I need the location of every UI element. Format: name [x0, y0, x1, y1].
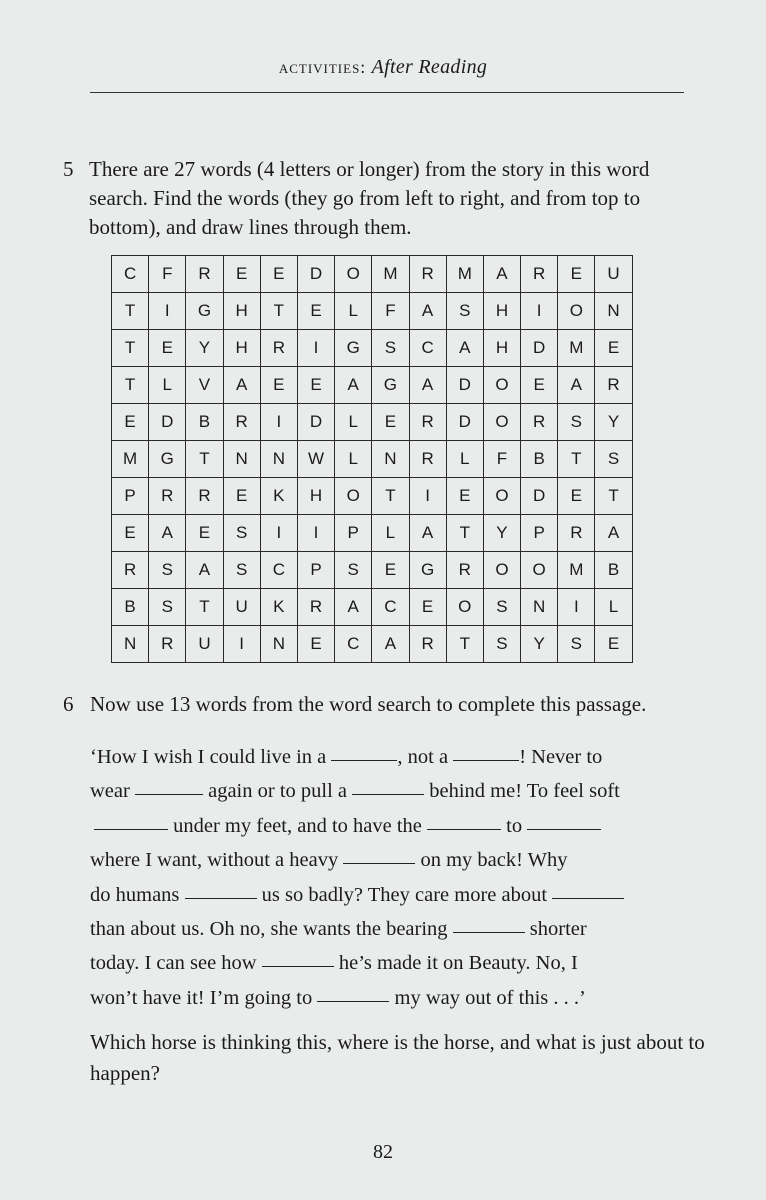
- grid-cell[interactable]: R: [521, 256, 558, 293]
- grid-row: [112, 589, 633, 626]
- grid-cell[interactable]: A: [409, 293, 446, 330]
- grid-cell[interactable]: B: [186, 404, 223, 441]
- grid-cell[interactable]: O: [335, 256, 372, 293]
- question-6-text: Now use 13 words from the word search to complete this passage.: [90, 692, 647, 716]
- grid-cell[interactable]: S: [558, 626, 595, 663]
- grid-cell[interactable]: A: [558, 367, 595, 404]
- grid-row: [112, 330, 633, 367]
- passage-text: he’s made it on Beauty. No, I: [333, 952, 578, 975]
- grid-cell[interactable]: I: [223, 626, 260, 663]
- grid-cell[interactable]: A: [186, 552, 223, 589]
- grid-cell[interactable]: H: [297, 478, 334, 515]
- grid-cell[interactable]: P: [112, 478, 149, 515]
- grid-cell[interactable]: U: [595, 256, 632, 293]
- grid-cell[interactable]: S: [335, 552, 372, 589]
- grid-cell[interactable]: O: [483, 478, 520, 515]
- answer-blank[interactable]: [527, 808, 601, 830]
- grid-cell[interactable]: R: [521, 404, 558, 441]
- grid-cell[interactable]: A: [409, 515, 446, 552]
- grid-row: [112, 552, 633, 589]
- question-5-number: 5: [63, 157, 74, 181]
- grid-cell[interactable]: R: [297, 589, 334, 626]
- grid-cell[interactable]: A: [149, 515, 186, 552]
- passage-text: do humans: [90, 883, 180, 906]
- grid-cell[interactable]: A: [372, 626, 409, 663]
- question-6: [63, 690, 703, 719]
- grid-cell[interactable]: M: [558, 552, 595, 589]
- grid-cell[interactable]: T: [112, 330, 149, 367]
- grid-cell[interactable]: I: [297, 330, 334, 367]
- answer-blank[interactable]: [262, 946, 334, 968]
- grid-cell[interactable]: T: [186, 589, 223, 626]
- grid-cell[interactable]: S: [149, 589, 186, 626]
- grid-cell[interactable]: R: [558, 515, 595, 552]
- passage-text: on my back! Why: [415, 849, 568, 872]
- grid-cell[interactable]: G: [409, 552, 446, 589]
- grid-cell[interactable]: W: [297, 441, 334, 478]
- grid-cell[interactable]: Y: [595, 404, 632, 441]
- grid-cell[interactable]: H: [483, 330, 520, 367]
- grid-cell[interactable]: C: [372, 589, 409, 626]
- follow-up-question: Which horse is thinking this, where is the horse, and what is just about to happen?: [90, 1030, 705, 1085]
- grid-cell[interactable]: N: [521, 589, 558, 626]
- grid-cell[interactable]: R: [409, 441, 446, 478]
- grid-cell[interactable]: G: [372, 367, 409, 404]
- grid-cell[interactable]: D: [149, 404, 186, 441]
- passage-text: again or to pull a: [202, 780, 347, 803]
- grid-cell[interactable]: A: [446, 330, 483, 367]
- grid-cell[interactable]: I: [558, 589, 595, 626]
- grid-cell[interactable]: O: [335, 478, 372, 515]
- grid-cell[interactable]: I: [149, 293, 186, 330]
- grid-row: [112, 626, 633, 663]
- grid-cell[interactable]: T: [260, 293, 297, 330]
- grid-cell[interactable]: G: [149, 441, 186, 478]
- grid-cell[interactable]: B: [521, 441, 558, 478]
- grid-cell[interactable]: G: [186, 293, 223, 330]
- grid-cell[interactable]: V: [186, 367, 223, 404]
- grid-cell[interactable]: O: [521, 552, 558, 589]
- passage-text: ‘How I wish I could live in a: [90, 746, 327, 768]
- grid-cell[interactable]: S: [149, 552, 186, 589]
- grid-cell[interactable]: M: [558, 330, 595, 367]
- passage-text: us so badly? They care more about: [256, 883, 548, 906]
- grid-row: [112, 441, 633, 478]
- grid-cell[interactable]: U: [186, 626, 223, 663]
- grid-cell[interactable]: C: [335, 626, 372, 663]
- grid-cell[interactable]: N: [372, 441, 409, 478]
- passage-text: shorter: [524, 918, 587, 941]
- grid-cell[interactable]: O: [446, 589, 483, 626]
- grid-cell[interactable]: E: [372, 404, 409, 441]
- grid-row: [112, 404, 633, 441]
- grid-cell[interactable]: P: [297, 552, 334, 589]
- grid-cell[interactable]: I: [297, 515, 334, 552]
- passage-line: [90, 843, 696, 877]
- passage-text: today. I can see how: [90, 952, 257, 975]
- question-6-number: 6: [63, 692, 74, 716]
- passage-text: ! Never to: [519, 746, 603, 768]
- grid-cell[interactable]: K: [260, 478, 297, 515]
- passage-text: under my feet, and to have the: [168, 814, 422, 837]
- grid-cell[interactable]: D: [446, 404, 483, 441]
- word-search-grid: [111, 255, 633, 663]
- passage-line: [90, 912, 696, 946]
- grid-cell[interactable]: H: [223, 330, 260, 367]
- answer-blank[interactable]: [185, 877, 257, 899]
- grid-row: [112, 367, 633, 404]
- grid-cell[interactable]: N: [223, 441, 260, 478]
- grid-cell[interactable]: B: [112, 589, 149, 626]
- grid-cell[interactable]: E: [112, 404, 149, 441]
- grid-cell[interactable]: E: [260, 256, 297, 293]
- header-section: activities:: [278, 57, 367, 77]
- grid-cell[interactable]: C: [409, 330, 446, 367]
- grid-cell[interactable]: T: [112, 293, 149, 330]
- grid-cell[interactable]: O: [558, 293, 595, 330]
- grid-cell[interactable]: U: [223, 589, 260, 626]
- grid-cell[interactable]: E: [595, 626, 632, 663]
- grid-cell[interactable]: L: [335, 293, 372, 330]
- grid-cell[interactable]: D: [521, 330, 558, 367]
- answer-blank[interactable]: [453, 740, 519, 762]
- grid-cell[interactable]: O: [483, 552, 520, 589]
- answer-blank[interactable]: [317, 980, 389, 1002]
- grid-cell[interactable]: O: [483, 367, 520, 404]
- grid-cell[interactable]: R: [186, 478, 223, 515]
- passage-line: [90, 740, 696, 774]
- grid-cell[interactable]: O: [483, 404, 520, 441]
- grid-cell[interactable]: E: [595, 330, 632, 367]
- page-number: 82: [373, 1141, 393, 1163]
- grid-cell[interactable]: E: [297, 626, 334, 663]
- grid-cell[interactable]: A: [483, 256, 520, 293]
- grid-cell[interactable]: S: [558, 404, 595, 441]
- grid-cell[interactable]: S: [595, 441, 632, 478]
- grid-cell[interactable]: M: [372, 256, 409, 293]
- grid-cell[interactable]: D: [297, 256, 334, 293]
- grid-cell[interactable]: R: [149, 478, 186, 515]
- grid-cell[interactable]: E: [223, 256, 260, 293]
- grid-cell[interactable]: R: [260, 330, 297, 367]
- grid-cell[interactable]: S: [483, 626, 520, 663]
- grid-row: [112, 515, 633, 552]
- answer-blank[interactable]: [552, 877, 624, 899]
- grid-cell[interactable]: E: [558, 478, 595, 515]
- passage-text: to: [501, 814, 523, 837]
- grid-cell[interactable]: R: [595, 367, 632, 404]
- answer-blank[interactable]: [343, 843, 415, 865]
- question-5-text: There are 27 words (4 letters or longer) from the story in this word search. Find the words (they go from left to right, and from top to bottom), and draw lines through them.: [89, 157, 650, 239]
- running-header: [0, 56, 766, 79]
- grid-cell[interactable]: L: [335, 404, 372, 441]
- passage-text: wear: [90, 780, 130, 803]
- passage-line: [90, 774, 696, 808]
- grid-cell[interactable]: T: [112, 367, 149, 404]
- grid-cell[interactable]: E: [223, 478, 260, 515]
- grid-cell[interactable]: L: [335, 441, 372, 478]
- grid-cell[interactable]: D: [297, 404, 334, 441]
- grid-cell[interactable]: R: [223, 404, 260, 441]
- grid-cell[interactable]: N: [260, 441, 297, 478]
- question-5: [63, 155, 703, 242]
- grid-cell[interactable]: P: [335, 515, 372, 552]
- grid-cell[interactable]: A: [409, 367, 446, 404]
- passage-line: [90, 878, 696, 912]
- header-title: After Reading: [371, 56, 488, 78]
- grid-cell[interactable]: H: [483, 293, 520, 330]
- grid-cell[interactable]: T: [558, 441, 595, 478]
- grid-cell[interactable]: E: [297, 367, 334, 404]
- grid-cell[interactable]: F: [372, 293, 409, 330]
- grid-cell[interactable]: N: [260, 626, 297, 663]
- grid-cell[interactable]: S: [483, 589, 520, 626]
- grid-cell[interactable]: S: [372, 330, 409, 367]
- grid-cell[interactable]: E: [297, 293, 334, 330]
- grid-row: [112, 293, 633, 330]
- grid-cell[interactable]: E: [372, 552, 409, 589]
- cloze-passage: [90, 740, 696, 1015]
- grid-cell[interactable]: T: [446, 515, 483, 552]
- grid-cell[interactable]: N: [595, 293, 632, 330]
- passage-line: [90, 946, 696, 980]
- grid-cell[interactable]: N: [112, 626, 149, 663]
- grid-cell[interactable]: M: [112, 441, 149, 478]
- grid-cell[interactable]: E: [112, 515, 149, 552]
- grid-cell[interactable]: G: [335, 330, 372, 367]
- grid-cell[interactable]: R: [409, 256, 446, 293]
- grid-cell[interactable]: R: [186, 256, 223, 293]
- grid-cell[interactable]: A: [223, 367, 260, 404]
- grid-cell[interactable]: E: [521, 367, 558, 404]
- grid-cell[interactable]: Y: [186, 330, 223, 367]
- answer-blank[interactable]: [135, 774, 203, 796]
- grid-cell[interactable]: H: [223, 293, 260, 330]
- passage-line: [90, 981, 696, 1015]
- grid-cell[interactable]: S: [223, 515, 260, 552]
- grid-cell[interactable]: E: [149, 330, 186, 367]
- grid-cell[interactable]: D: [446, 367, 483, 404]
- grid-cell[interactable]: T: [595, 478, 632, 515]
- grid-cell[interactable]: C: [112, 256, 149, 293]
- grid-cell[interactable]: K: [260, 589, 297, 626]
- grid-cell[interactable]: A: [335, 367, 372, 404]
- grid-cell[interactable]: L: [446, 441, 483, 478]
- grid-cell[interactable]: E: [558, 256, 595, 293]
- grid-cell[interactable]: R: [112, 552, 149, 589]
- grid-cell[interactable]: D: [521, 478, 558, 515]
- grid-cell[interactable]: A: [335, 589, 372, 626]
- header-rule: [90, 92, 684, 93]
- grid-cell[interactable]: E: [186, 515, 223, 552]
- grid-cell[interactable]: E: [260, 367, 297, 404]
- grid-cell[interactable]: L: [595, 589, 632, 626]
- grid-cell[interactable]: M: [446, 256, 483, 293]
- grid-cell[interactable]: F: [483, 441, 520, 478]
- grid-cell[interactable]: E: [409, 589, 446, 626]
- grid-row: [112, 256, 633, 293]
- passage-text: , not a: [397, 746, 449, 768]
- grid-cell[interactable]: T: [186, 441, 223, 478]
- grid-cell[interactable]: T: [446, 626, 483, 663]
- answer-blank[interactable]: [94, 808, 168, 830]
- passage-text: where I want, without a heavy: [90, 849, 339, 872]
- grid-cell[interactable]: S: [446, 293, 483, 330]
- answer-blank[interactable]: [331, 740, 397, 762]
- grid-cell[interactable]: E: [446, 478, 483, 515]
- grid-cell[interactable]: B: [595, 552, 632, 589]
- grid-cell[interactable]: C: [260, 552, 297, 589]
- answer-blank[interactable]: [427, 808, 501, 830]
- grid-cell[interactable]: I: [409, 478, 446, 515]
- grid-cell[interactable]: T: [372, 478, 409, 515]
- passage-text: behind me! To feel soft: [424, 780, 620, 803]
- grid-cell[interactable]: R: [409, 626, 446, 663]
- passage-line: [90, 809, 696, 843]
- grid-cell[interactable]: L: [372, 515, 409, 552]
- grid-cell[interactable]: R: [409, 404, 446, 441]
- grid-cell[interactable]: P: [521, 515, 558, 552]
- grid-cell[interactable]: A: [595, 515, 632, 552]
- passage-text: my way out of this . . .’: [389, 986, 586, 1009]
- grid-cell[interactable]: F: [149, 256, 186, 293]
- passage-text: than about us. Oh no, she wants the bearing: [90, 918, 448, 941]
- grid-row: [112, 478, 633, 515]
- grid-cell[interactable]: Y: [521, 626, 558, 663]
- grid-cell[interactable]: I: [260, 404, 297, 441]
- grid-cell[interactable]: S: [223, 552, 260, 589]
- passage-text: won’t have it! I’m going to: [90, 986, 313, 1009]
- grid-cell[interactable]: R: [446, 552, 483, 589]
- answer-blank[interactable]: [453, 912, 525, 934]
- grid-cell[interactable]: I: [260, 515, 297, 552]
- grid-cell[interactable]: R: [149, 626, 186, 663]
- answer-blank[interactable]: [352, 774, 424, 796]
- grid-cell[interactable]: L: [149, 367, 186, 404]
- grid-cell[interactable]: Y: [483, 515, 520, 552]
- grid-cell[interactable]: I: [521, 293, 558, 330]
